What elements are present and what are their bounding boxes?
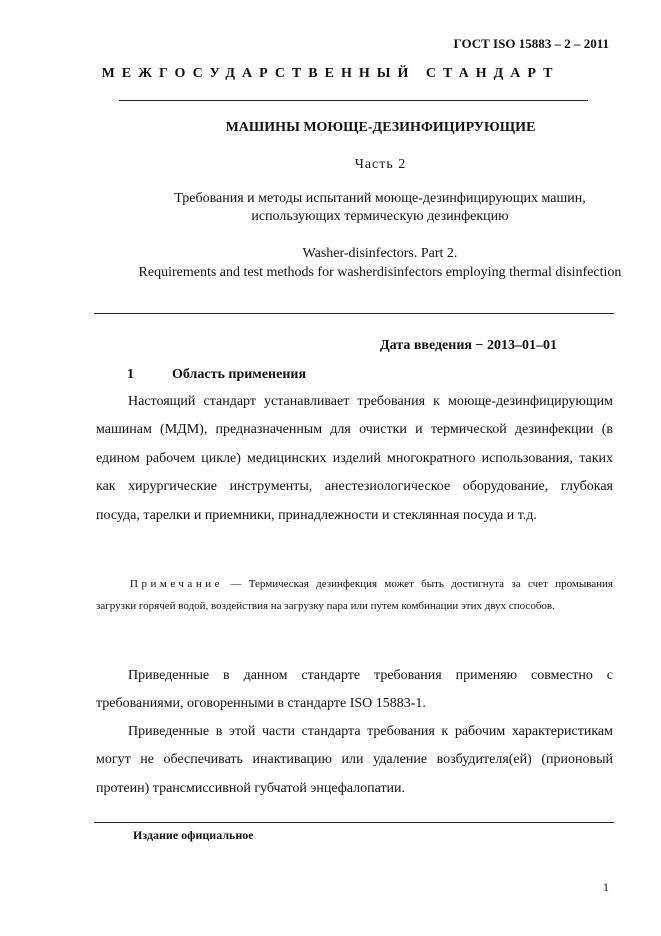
section-number: 1 <box>127 367 134 382</box>
document-code: ГОСТ ISO 15883 – 2 – 2011 <box>453 36 609 51</box>
title-rule <box>94 313 614 314</box>
document-subtitle: Требования и методы испытаний моюще-дезинфицирующих машин, использующих термическую дезинфекцию <box>174 191 586 224</box>
page-number: 1 <box>603 880 609 894</box>
scope-paragraph-1: Настоящий стандарт устанавливает требования к моюще-дезинфицирующим машинам (МДМ), предназначенным для очистки и термической дезинфекции (в едином рабочем цикле) медицинских изделий многократного использования, таких как хирургические инструменты, анестезиологическое оборудование, глубокая посуда, тарелки и приемники, принадлежности и стеклянная посуда и т.д. <box>96 394 613 523</box>
part-label: Часть 2 <box>354 157 407 172</box>
note-text: — Термическая дезинфекция может быть достигнута за счет промывания загрузки горячей водой, воздействия на загрузку пара или путем комбинации этих двух способов. <box>96 578 613 612</box>
official-edition-label: Издание официальное <box>133 828 254 842</box>
note-paragraph <box>96 574 613 617</box>
footer-rule <box>94 822 614 823</box>
introduction-date: Дата введения − 2013–01–01 <box>380 338 557 353</box>
document-title: МАШИНЫ МОЮЩЕ-ДЕЗИНФИЦИРУЮЩИЕ <box>225 120 536 135</box>
scope-paragraph-3: Приведенные в этой части стандарта требования к рабочим характеристикам могут не обеспечивать инактивацию или удаление возбудителя(ей) (прионовый протеин) трансмиссивной губчатой энцефалопатии. <box>96 724 613 796</box>
scope-paragraph-2: Приведенные в данном стандарте требования применяю совместно с требованиями, оговоренными в стандарте ISO 15883-1. <box>96 668 613 712</box>
english-title <box>100 244 660 282</box>
interstate-standard-heading: МЕЖГОСУДАРСТВЕННЫЙ СТАНДАРТ <box>101 66 560 81</box>
note-label: Примечание <box>130 578 223 590</box>
english-title-line1: Washer-disinfectors. Part 2. <box>302 246 458 261</box>
english-title-line2: Requirements and test methods for washerdisinfectors employing thermal disinfection <box>138 265 622 280</box>
section-title: Область применения <box>172 367 307 382</box>
header-rule <box>119 100 588 101</box>
